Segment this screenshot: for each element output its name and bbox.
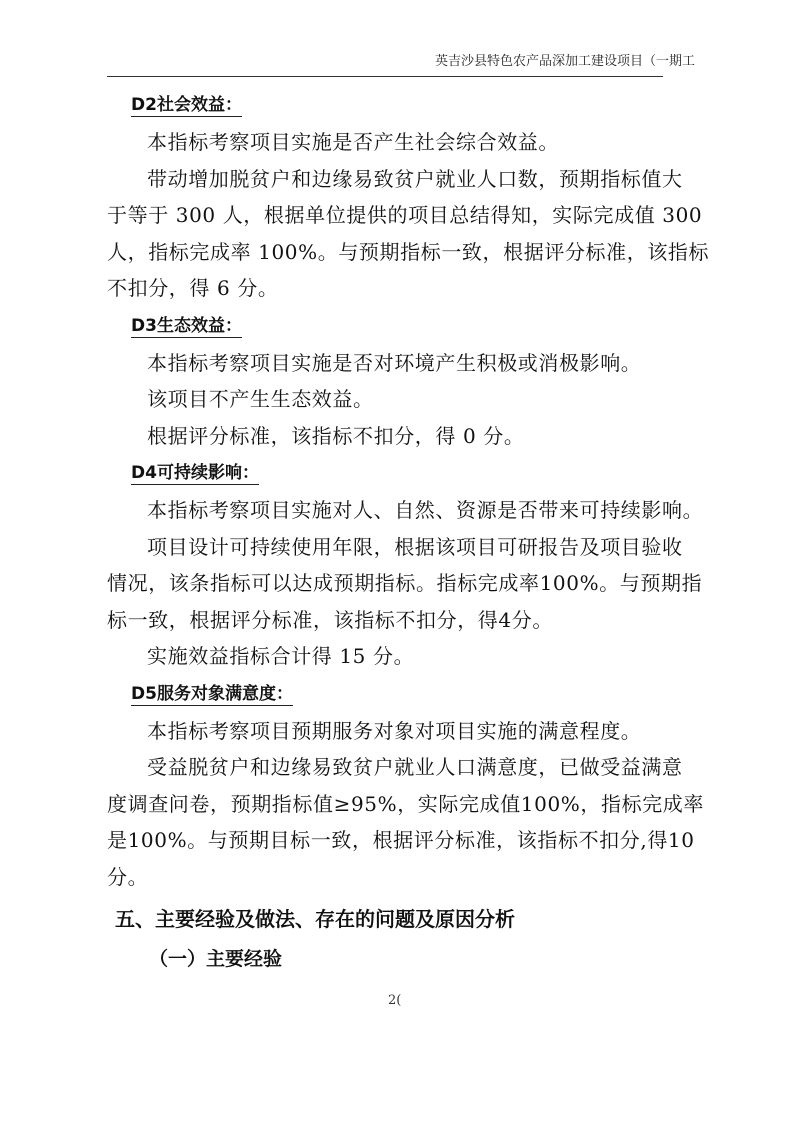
paragraph-line: 项目设计可持续使用年限，根据该项目可研报告及项目验收 [147,534,683,559]
paragraph-line: 本指标考察项目实施是否产生社会综合效益。 [147,130,559,154]
page-number: 2( [388,993,402,1008]
document-body [107,86,710,979]
paragraph-line: 人，指标完成率 100%。与预期指标一致，根据评分标准，该指标 [107,239,710,264]
running-header: 英吉沙县特色农产品深加工建设项目（一期工 [434,54,695,69]
paragraph-line: 标一致，根据评分标准，该指标不扣分，得4分。 [107,607,553,632]
subheading-d3: D3生态效益： [131,315,242,336]
paragraph-line: 本指标考察项目预期服务对象对项目实施的满意程度。 [147,718,642,743]
subheading-d5: D5服务对象满意度： [131,683,293,704]
paragraph-line: 实施效益指标合计得 15 分。 [147,644,415,668]
paragraph-line: 受益脱贫户和边缘易致贫户就业人口满意度，已做受益满意 [147,755,683,779]
paragraph-line: 分。 [107,864,149,889]
paragraph-line: 度调查问卷，预期指标值≥95%，实际完成值100%，指标完成率 [107,791,704,816]
subsection-heading-main-experience: （一）主要经验 [149,948,283,970]
paragraph-line: 于等于 300 人，根据单位提供的项目总结得知，实际完成值 300 [107,203,703,227]
paragraph-line: 该项目不产生生态效益。 [147,387,374,411]
paragraph-line: 不扣分，得 6 分。 [107,276,279,300]
paragraph-line: 情况，该条指标可以达成预期指标。指标完成率100%。与预期指 [107,571,703,595]
section-heading-five: 五、主要经验及做法、存在的问题及原因分析 [115,907,515,931]
paragraph-line: 本指标考察项目实施对人、自然、资源是否带来可持续影响。 [147,498,704,522]
subheading-d4: D4可持续影响： [131,463,259,483]
header-rule [107,76,663,77]
paragraph-line: 本指标考察项目实施是否对环境产生积极或消极影响。 [147,350,642,375]
subheading-d2: D2社会效益： [131,95,242,115]
paragraph-line: 根据评分标准，该指标不扣分，得 0 分。 [147,423,525,448]
paragraph-line: 带动增加脱贫户和边缘易致贫户就业人口数，预期指标值大 [147,166,683,191]
paragraph-line: 是100%。与预期目标一致，根据评分标准，该指标不扣分,得10 [107,828,695,852]
